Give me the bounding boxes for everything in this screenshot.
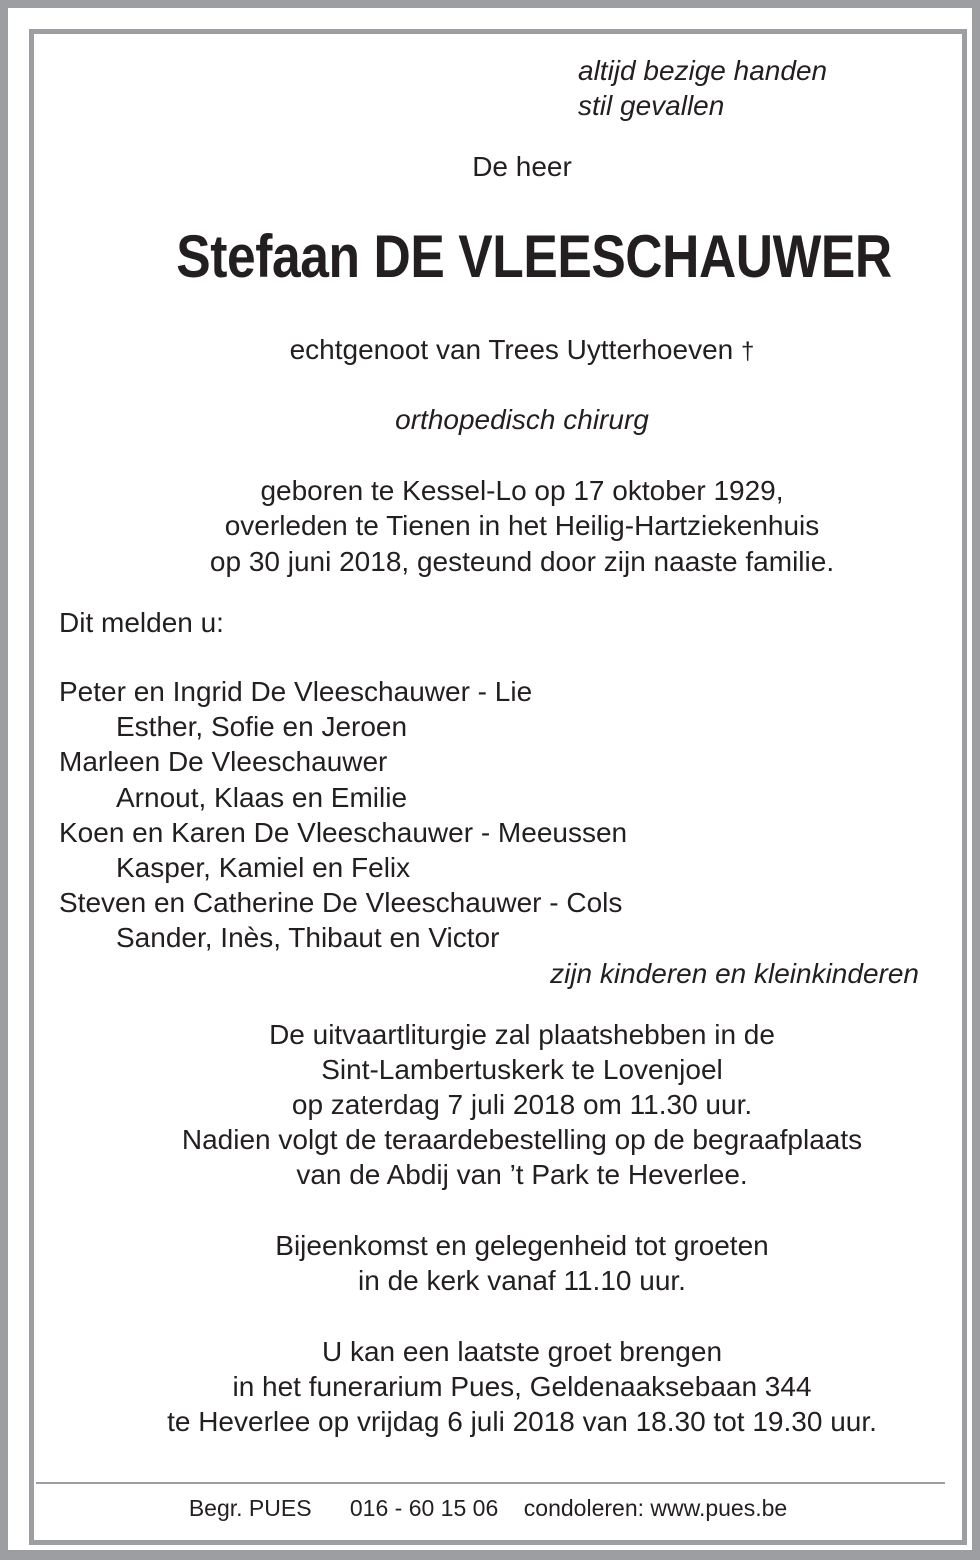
funeral-line-4: Nadien volgt de teraardebestelling op de begraafplaats	[181, 1124, 863, 1155]
footer-condolences: condoleren: www.pues.be	[523, 1495, 788, 1521]
page-background	[8, 8, 972, 1550]
family-children: Arnout, Klaas en Emilie	[116, 782, 408, 813]
salutation: De heer	[472, 151, 572, 182]
life-line-2: overleden te Tienen in het Heilig-Hartziekenhuis	[224, 510, 820, 541]
family-parents: Marleen De Vleeschauwer	[59, 746, 388, 777]
footer-divider	[36, 1482, 945, 1484]
visitation-line-2: in het funerarium Pues, Geldenaaksebaan 344	[232, 1371, 812, 1402]
announce: Dit melden u:	[59, 607, 224, 638]
footer-undertaker: Begr. PUES	[188, 1495, 312, 1521]
cross-icon: †	[741, 338, 755, 365]
footer	[0, 1494, 976, 1522]
gathering-line-2: in de kerk vanaf 11.10 uur.	[358, 1265, 686, 1296]
family-parents: Koen en Karen De Vleeschauwer - Meeussen	[59, 817, 628, 848]
life-line-1: geboren te Kessel-Lo op 17 oktober 1929,	[260, 475, 784, 506]
motto-line-1: altijd bezige handen	[578, 55, 828, 86]
funeral-line-3: op zaterdag 7 juli 2018 om 11.30 uur.	[291, 1089, 753, 1120]
visitation-line-3: te Heverlee op vrijdag 6 juli 2018 van 18.30 tot 19.30 uur.	[167, 1406, 877, 1437]
visitation-line-1: U kan een laatste groet brengen	[321, 1336, 723, 1367]
funeral-line-2: Sint-Lambertuskerk te Lovenjoel	[321, 1054, 723, 1085]
spouse-line	[34, 333, 980, 369]
family-children: Sander, Inès, Thibaut en Victor	[116, 922, 500, 953]
obituary-card	[29, 29, 967, 1545]
gathering-line-1: Bijeenkomst en gelegenheid tot groeten	[275, 1230, 769, 1261]
deceased-name: Stefaan DE VLEESCHAUWER	[176, 223, 892, 290]
family-parents: Peter en Ingrid De Vleeschauwer - Lie	[59, 676, 533, 707]
profession: orthopedisch chirurg	[395, 404, 649, 435]
life-line-3: op 30 juni 2018, gesteund door zijn naaste familie.	[209, 546, 835, 577]
footer-phone: 016 - 60 15 06	[349, 1495, 499, 1521]
spouse-text: echtgenoot van Trees Uytterhoeven	[289, 334, 734, 365]
family-children: Kasper, Kamiel en Felix	[116, 852, 411, 883]
funeral-line-5: van de Abdij van ’t Park te Heverlee.	[296, 1159, 748, 1190]
family-children: Esther, Sofie en Jeroen	[116, 711, 408, 742]
motto-line-2: stil gevallen	[578, 90, 725, 121]
funeral-line-1: De uitvaartliturgie zal plaatshebben in de	[269, 1019, 775, 1050]
family-parents: Steven en Catherine De Vleeschauwer - Cols	[59, 887, 623, 918]
family-caption: zijn kinderen en kleinkinderen	[550, 958, 919, 989]
